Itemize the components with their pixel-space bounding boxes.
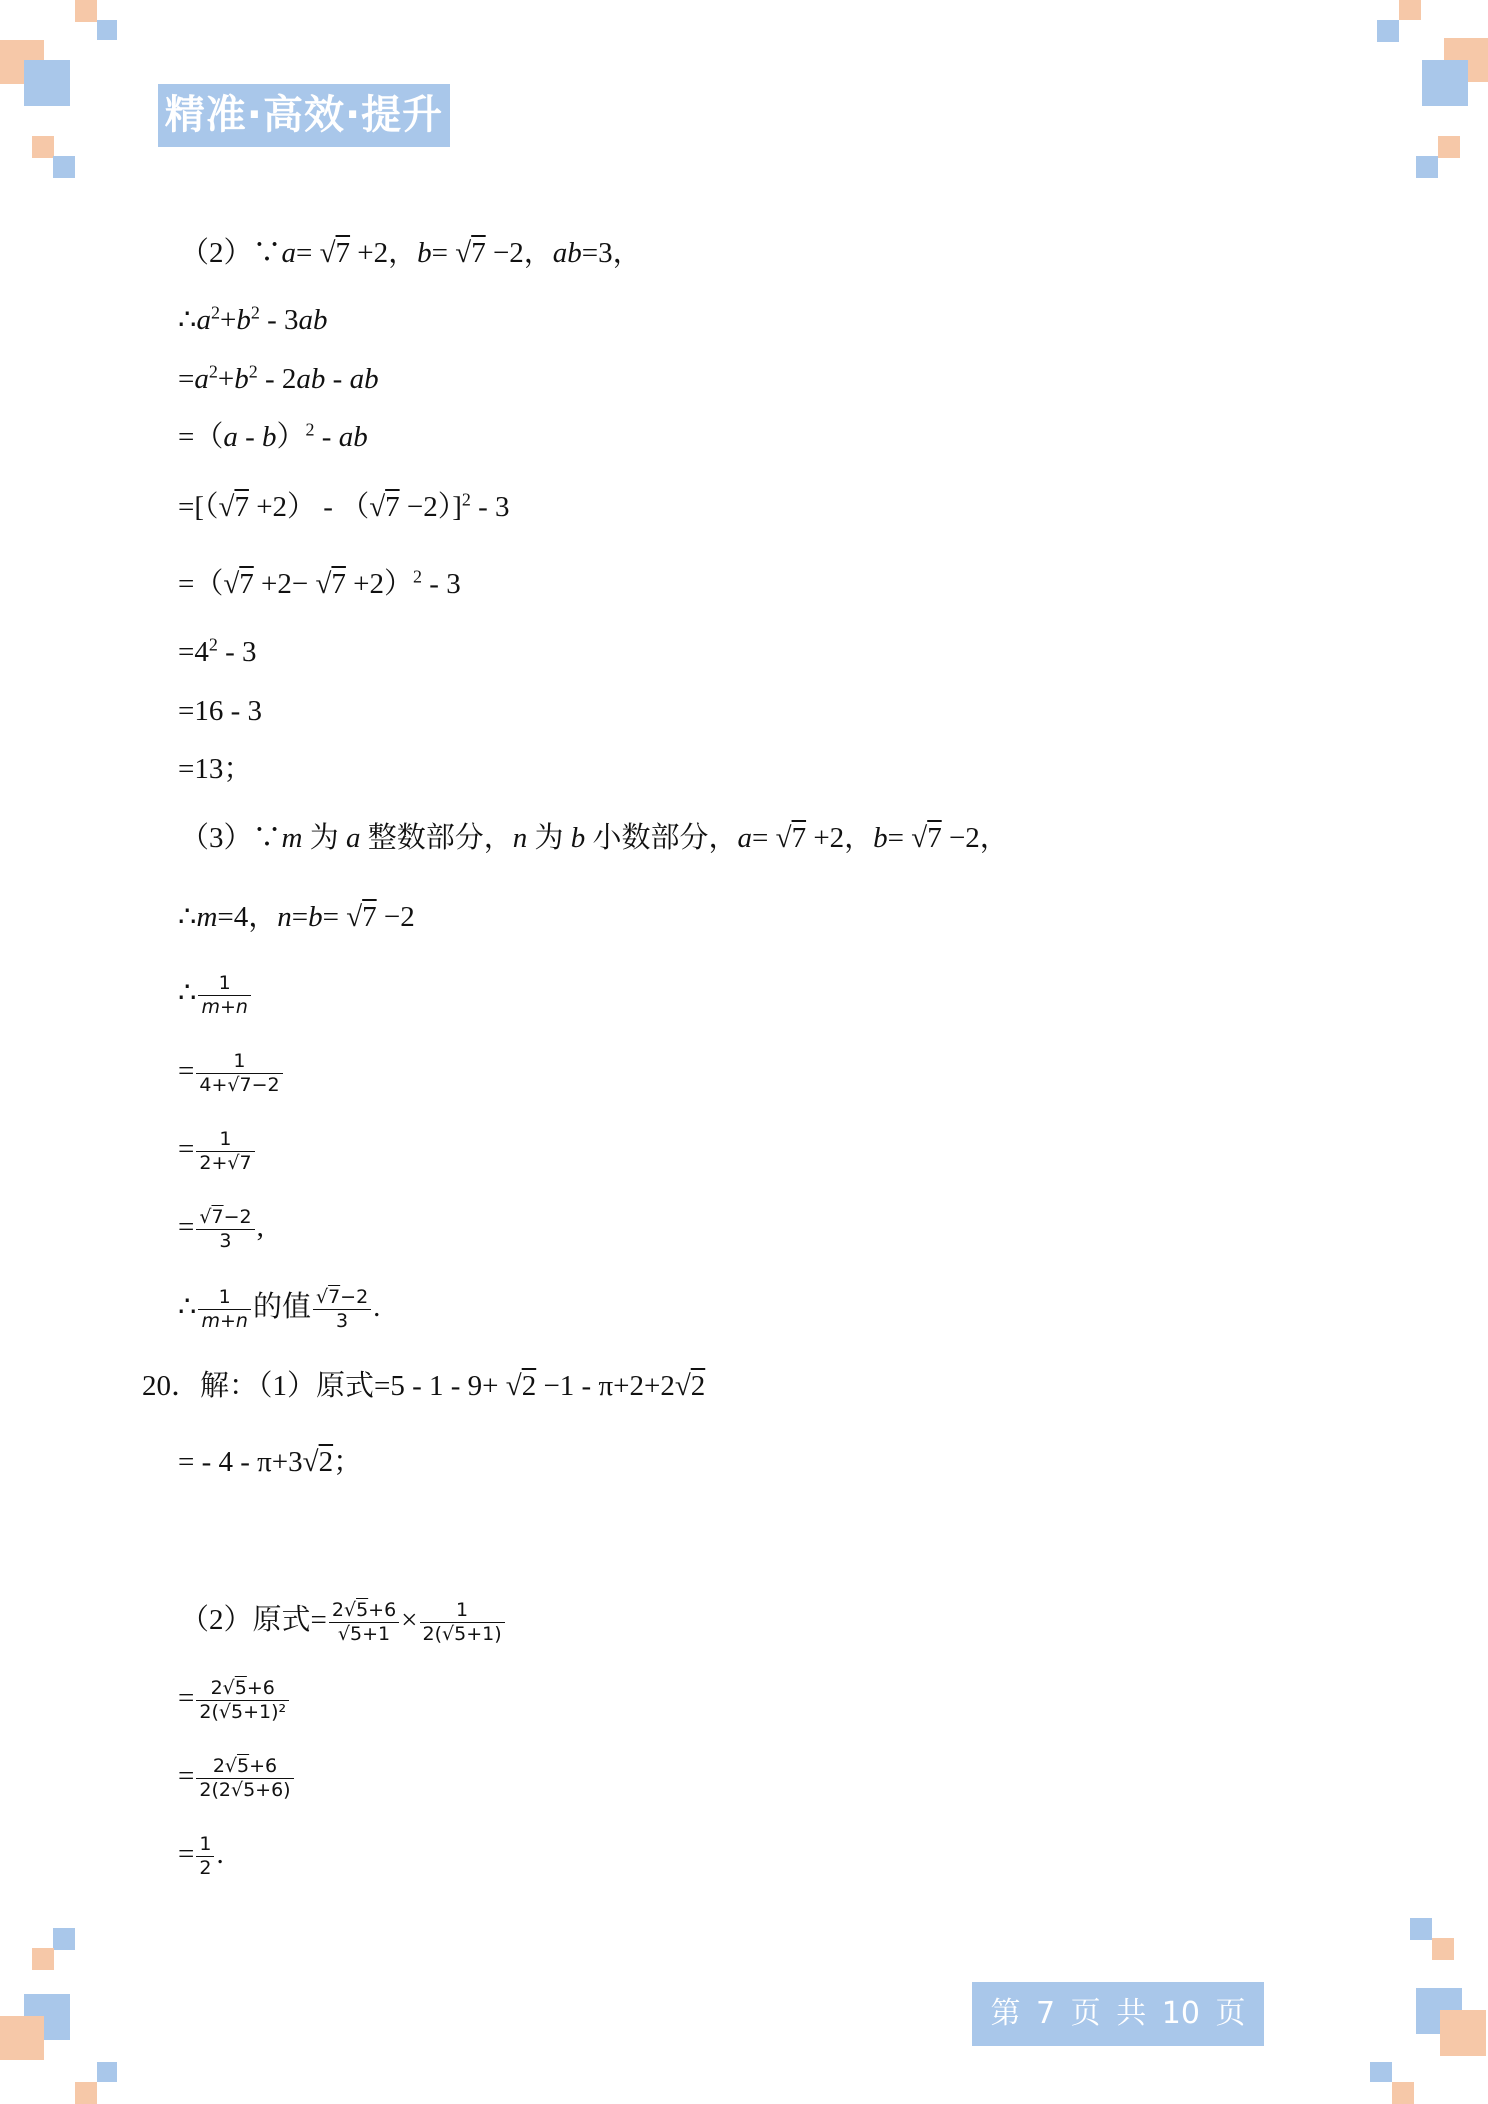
solution-line: = $\frac{2√5+6}{\text{2(√5+1)²}}$ (178, 1677, 291, 1724)
decor-square (53, 156, 75, 178)
decor-square (32, 1948, 54, 1970)
solution-line: $=a^2+b^2 - 2ab$ - ab (178, 361, 379, 395)
solution-line: $=[(√7 +2) - (√7 -2)]^2 - 3$ (178, 489, 510, 523)
solution-line: = - 4 - π+3√2； (178, 1446, 363, 1478)
decor-square (1422, 60, 1468, 106)
brand-banner: 精准·高效·提升 (158, 84, 450, 147)
decor-square (1392, 2082, 1414, 2104)
decor-square (1438, 136, 1460, 158)
decor-square (1370, 2062, 1392, 2082)
fraction: $\frac{1}{2}$ (196, 1833, 214, 1880)
solution-line: （2）原式= $\frac{2√5+6}{√5+1}$ × $\frac{1}{2(√5+1)}$ (180, 1599, 507, 1646)
decor-square (1432, 1938, 1454, 1960)
fraction: $\frac{2√5+6}{√5+1}$ (329, 1599, 399, 1646)
decor-square (97, 2062, 117, 2082)
solution-line: ∴m=4，n=b= √7 −2 (178, 901, 415, 933)
decor-square (53, 1928, 75, 1950)
fraction: $\frac{1}{m+n}$ (198, 1286, 250, 1333)
decor-square (1410, 1918, 1432, 1940)
fraction: $\frac{√7-2}{3}$ (313, 1286, 371, 1333)
decor-square (97, 20, 117, 40)
decor-square (1399, 0, 1421, 20)
solution-line: =13； (178, 753, 253, 785)
decor-square (75, 2082, 97, 2104)
solution-line: $=4^2 - 3$ (178, 634, 257, 668)
solution-line: ∴ $\frac{1}{m+n}$ (178, 972, 253, 1019)
solution-line: = $\frac{2√5+6}{2(2√5+6)}$ (178, 1755, 296, 1802)
decor-square (1440, 2010, 1486, 2056)
fraction: $\frac{1}{4+√7-2}$ (196, 1050, 282, 1097)
fraction: $\frac{1}{m+n}$ (198, 972, 250, 1019)
solution-line: = $\frac{√7-2}{3}$ , (178, 1206, 264, 1252)
decor-square (24, 60, 70, 106)
fraction: $\frac{2√5+6}{2(2√5+6)}$ (196, 1755, 293, 1802)
solution-line: = $\frac{1}{4+√7-2}$ (178, 1050, 285, 1097)
solution-line: $=(√7 +2- √7 +2)^2 - 3$ (178, 566, 461, 600)
decor-square (0, 2016, 44, 2060)
fraction: $\frac{1}{2(√5+1)}$ (420, 1599, 505, 1646)
decor-square (32, 136, 54, 158)
fraction: $\frac{√7-2}{3}$ (196, 1206, 254, 1253)
solution-line: $\therefore a^2+b^2 - 3ab$ (178, 302, 328, 336)
solution-line: （3）∵m 为 a 整数部分，n 为 b 小数部分，a= √7 +2，b= √7 −2， (180, 822, 1009, 854)
solution-line: ∴ $\frac{1}{m+n}$ 的值 $\frac{√7-2}{3}$ . (178, 1286, 381, 1332)
fraction: $\frac{2√5+6}{\text{2(√5+1)²}}$ (196, 1677, 289, 1724)
solution-line: =16 - 3 (178, 695, 263, 727)
fraction: $\frac{1}{2+√7}$ (196, 1128, 254, 1175)
decor-square (1416, 156, 1438, 178)
solution-line: = $\frac{1}{2}$ . (178, 1833, 224, 1879)
solution-line: 20．解：（1）原式=5 - 1 - 9+ √2 −1 - π+2+2√2 (142, 1370, 706, 1402)
decor-square (1377, 20, 1399, 42)
solution-line: （2）∵a= √7 +2，b= √7 −2，ab=3， (180, 237, 642, 269)
solution-line: =（a - b）$^2$ - ab (178, 419, 368, 453)
decor-square (75, 0, 97, 22)
solution-line: = $\frac{1}{2+√7}$ (178, 1128, 257, 1175)
page-number: 第 7 页 共 10 页 (972, 1982, 1264, 2046)
